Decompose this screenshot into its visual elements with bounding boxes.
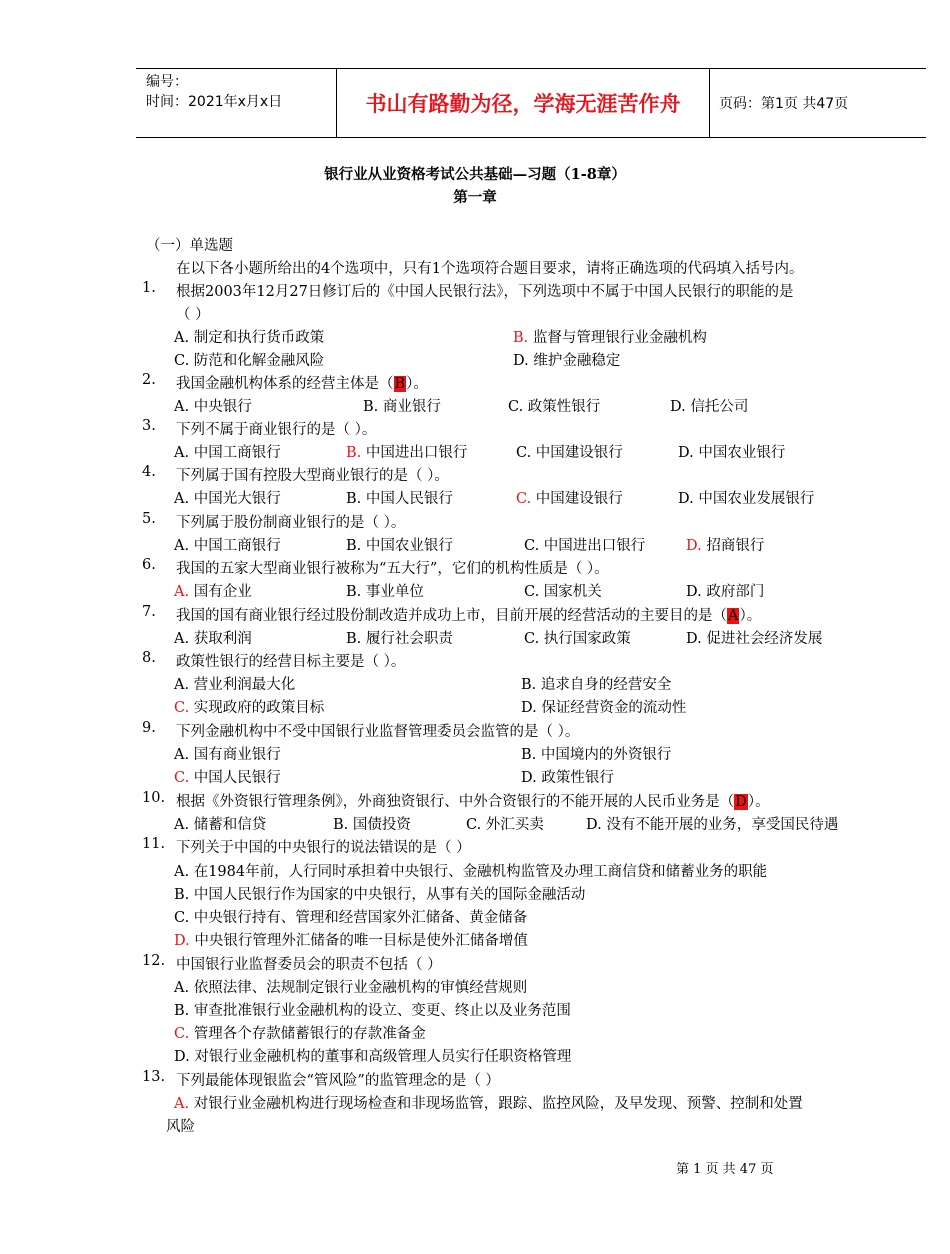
option: A. 营业利润最大化 [174,677,296,693]
option: C. 中国建设银行 [516,445,623,461]
option: B. 中国农业银行 [346,538,453,554]
option: D. 政策性银行 [521,770,614,786]
question-stem: 根据2003年12月27日修订后的《中国人民银行法》，下列选项中不属于中国人民银行的职能的是 [176,284,794,300]
question-number: 7. [142,604,156,620]
question-stem-continued: （ ） [176,307,210,323]
answer-highlight: D [735,794,747,810]
option: C. 中国进出口银行 [524,538,646,554]
option: C. 中央银行持有、管理和经营国家外汇储备、黄金储备 [174,910,528,926]
option: B. 履行社会职责 [346,631,453,647]
question-number: 1. [142,280,156,296]
option: A. 国有商业银行 [174,747,281,763]
option: B. 中国境内的外资银行 [521,747,672,763]
question-number: 6. [142,557,156,573]
option-correct: B. 中国进出口银行 [346,445,468,461]
question-stem: 我国的国有商业银行经过股份制改造并成功上市，目前开展的经营活动的主要目的是（A）。 [176,608,762,624]
option: A. 中央银行 [174,399,252,415]
option: C. 政策性银行 [508,399,601,415]
option-correct: B. 监督与管理银行业金融机构 [513,330,707,346]
option: A. 制定和执行货币政策 [174,330,325,346]
question-stem: 下列不属于商业银行的是（ ）。 [176,422,377,438]
question-stem: 根据《外资银行管理条例》，外商独资银行、中外合资银行的不能开展的人民币业务是（D）。 [176,794,770,810]
option-correct: A. 国有企业 [174,584,252,600]
question-number: 9. [142,720,156,736]
option: D. 维护金融稳定 [513,353,621,369]
question-stem: 下列属于股份制商业银行的是（ ）。 [176,515,406,531]
answer-highlight: B [394,376,406,392]
option: A. 中国工商银行 [174,445,281,461]
question-stem: 下列关于中国的中央银行的说法错误的是（ ） [176,840,471,856]
option: D. 保证经营资金的流动性 [521,700,687,716]
question-stem: 下列最能体现银监会“管风险”的监管理念的是（ ） [176,1073,500,1089]
option: A. 获取利润 [174,631,252,647]
option-continued: 风险 [166,1119,195,1135]
question-stem: 政策性银行的经营目标主要是（ ）。 [176,654,406,670]
option: A. 在1984年前，人行同时承担着中央银行、金融机构监管及办理工商信贷和储蓄业务的职能 [174,864,768,880]
serial-number: 编号： [146,74,188,90]
option: D. 中国农业发展银行 [678,491,815,507]
option: B. 国债投资 [333,817,411,833]
document-title: 银行业从业资格考试公共基础—习题（1-8章） [324,166,626,183]
question-stem: 我国金融机构体系的经营主体是（B）。 [176,376,428,392]
option: C. 防范和化解金融风险 [174,353,325,369]
header-meta [136,69,336,137]
question-number: 12. [142,953,166,969]
question-number: 8. [142,650,156,666]
option-correct: C. 实现政府的政策目标 [174,700,325,716]
option: D. 中国农业银行 [678,445,786,461]
option-correct: C. 中国建设银行 [516,491,623,507]
option: D. 促进社会经济发展 [686,631,823,647]
question-number: 4. [142,464,156,480]
option: B. 中国人民银行作为国家的中央银行，从事有关的国际金融活动 [174,887,586,903]
page-header [136,68,926,138]
option-correct: C. 中国人民银行 [174,770,281,786]
header-motto: 书山有路勤为径，学海无涯苦作舟 [336,69,710,137]
page-footer: 第 1 页 共 47 页 [676,1162,774,1177]
option: B. 商业银行 [363,399,441,415]
option: C. 外汇买卖 [466,817,544,833]
question-number: 11. [142,836,166,852]
question-number: 3. [142,418,156,434]
option: B. 事业单位 [346,584,424,600]
question-stem: 下列金融机构中不受中国银行业监督管理委员会监管的是（ ）。 [176,724,580,740]
option-correct: A. 对银行业金融机构进行现场检查和非现场监管，跟踪、监控风险，及早发现、预警、控制和处置 [174,1096,803,1112]
option-correct: C. 管理各个存款储蓄银行的存款准备金 [174,1026,426,1042]
option: D. 对银行业金融机构的董事和高级管理人员实行任职资格管理 [174,1049,572,1065]
option: A. 储蓄和信贷 [174,817,267,833]
option: C. 执行国家政策 [524,631,631,647]
option: A. 依照法律、法规制定银行业金融机构的审慎经营规则 [174,980,528,996]
option-correct: D. 中央银行管理外汇储备的唯一目标是使外汇储备增值 [174,933,528,949]
answer-highlight: A [728,608,739,624]
header-page-number: 页码：第1页 共47页 [719,96,849,112]
chapter-title: 第一章 [453,189,497,206]
section-heading: （一）单选题 [146,238,233,254]
instructions: 在以下各小题所给出的4个选项中，只有1个选项符合题目要求，请将正确选项的代码填入括号内。 [176,261,804,277]
option-correct: D. 招商银行 [686,538,765,554]
question-stem: 下列属于国有控股大型商业银行的是（ ）。 [176,468,449,484]
question-number: 13. [142,1069,166,1085]
question-stem: 我国的五家大型商业银行被称为“五大行”，它们的机构性质是（ ）。 [176,561,609,577]
option: D. 信托公司 [670,399,749,415]
question-number: 5. [142,511,156,527]
option: A. 中国工商银行 [174,538,281,554]
option: D. 政府部门 [686,584,765,600]
option: C. 国家机关 [524,584,602,600]
header-date: 时间：2021年x月x日 [146,94,283,110]
option: B. 追求自身的经营安全 [521,677,672,693]
question-stem: 中国银行业监督委员会的职责不包括（ ） [176,957,442,973]
question-number: 2. [142,372,156,388]
option: B. 审查批准银行业金融机构的设立、变更、终止以及业务范围 [174,1003,571,1019]
option: D. 没有不能开展的业务，享受国民待遇 [586,817,839,833]
question-number: 10. [142,790,166,806]
option: A. 中国光大银行 [174,491,281,507]
option: B. 中国人民银行 [346,491,453,507]
